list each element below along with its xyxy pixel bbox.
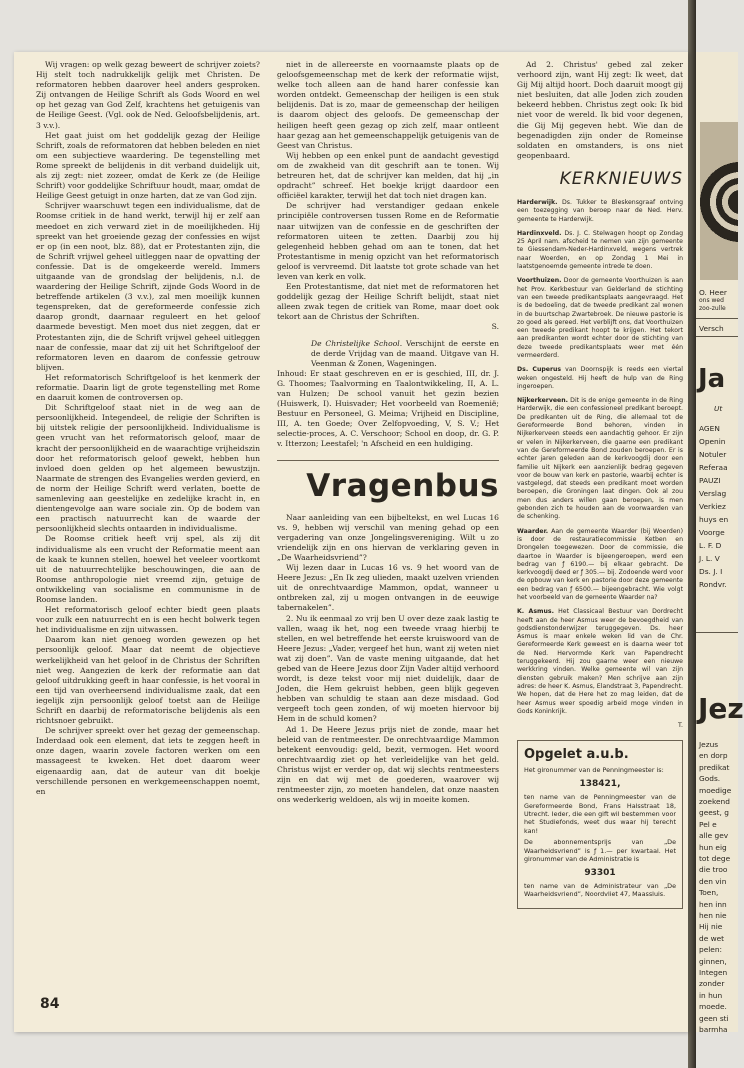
line-fragment: moede. [699,1002,727,1012]
opgelet-line1: Het gironummer van de Penningmeester is: [524,766,664,775]
line-fragment: barmha [699,1025,728,1034]
paragraph: niet in de allereerste en voornaamste plaats op de geloofsgemeenschap met de kerk der reformatie wijst, welke toch alleen aan de hand harer confessie kan worden ontdekt. Gemeenschap der heiligen is een stuk belijdenis. Dat is zo, maar de gemeenschap der heiligen is daarom object des geloofs. De gemeenschap der heiligen heeft geen gezag op zich zelf, maar ontleent haar gezag aan het gemeenschappelijk getuigenis van de Geest van Christus. [277,60,499,150]
line-fragment: geen sti [699,1013,729,1023]
line-fragment: hun eig [699,842,727,852]
line-fragment: Verkiez [699,502,726,511]
news-item-place: Nijkerkerveen. [517,397,568,405]
news-item: Voorthuizen. Door de gemeente Voorthuizen is aan het Prov. Kerkbestuur van Gelderland de stichting van een tweede predikantsplaats aangevraagd. Het is de bedoeling, dat de tweede predikant zal wonen in de buurtschap Zwartebroek. De nieuwe pastorie is zo goed als gereed. Het verblijft ons, dat Voorthuizen een tweede predikant hoopt te krijgen. Het tekort aan predikanten wordt echter door de stichting van deze tweede predikantsplaats weer met één vermeerderd. [517,277,683,359]
line-fragment: Rondvr. [699,580,727,589]
line-fragment: Notuler [699,450,727,459]
line-fragment: huys en [699,515,729,524]
line-fragment: pelen: [699,945,723,955]
news-item-place: Ds. Cuperus [517,366,562,374]
paragraph: Ad 1. De Heere Jezus prijs niet de zonde, maar het beleid van de rentmeester. De onrechtvaardige Mammon betekent eenvoudig: geld, bezit, vermogen. Het woord onrechtvaardig ziet op het verleidelijke van het geld. Christus wijst er verder op, dat wij slechts rentmeesters zijn en dat wij met de goederen, waarover wij rentmeester zijn, zo moeten handelen, dat onze naasten ons wederkerig weldoen, als wij in moeite komen. [277,724,499,805]
news-item: Hardinxveld. Ds. J. C. Stelwagen hoopt op Zondag 25 April nam. afscheid te nemen van zijn gemeente te Giessendam-Neder-Hardinxveld, wegens vertrek naar Woerden, en op Zondag 1 Mei in laatstgenoemde gemeente intrede te doen. [517,229,683,271]
line-fragment: in hun [699,990,723,1000]
news-item-place: Hardinxveld. [517,229,562,237]
news-item: Ds. Cuperus van Doornspijk is reeds een viertal weken ongesteld. Hij heeft de hulp van de Ring ingeroepen. [517,366,683,390]
line-fragment: hen inn [699,899,727,909]
line-fragment: ginnen, [699,956,727,966]
news-item-place: Waarder. [517,527,549,535]
paragraph: Schrijver waarschuwt tegen een individualisme, dat de Roomse critiek in de hand werkt, terwijl hij er zelf aan meedoet en zich verward ziet in de moeilijkheden. Hij spreekt van het groeiende gezag der confessies en wijst er op (in een noot, blz. 88), dat er Protestanten zijn, die de Schrift vrijwel geheel uitleggen naar de opvatting der confessie. Dat is de omgekeerde wereld. Immers uitgaande van de grondslag der belijdenis, n.l. de waardering der Heilige Schrift, zijnde Gods Woord in de betreffende artikelen (3 v.v.), zal men moeilijk kunnen tegenspreken, dat de gereformeerde confessie zich daarop grondt, daarnaar reguleert en het geloof daarmede bevestigt. Men moet dus niet zeggen, dat er Protestanten zijn, die de Schrift vrijwel geheel uitleggen naar de confessie, maar dat zij uit het Schriftgeloof der reformatoren leven en daarom de confessie getrouw blijven. [36,201,260,372]
line-fragment: Hij nie [699,922,723,932]
opgelet-line2: ten name van de Penningmeester van de Gereformeerde Bond, Frans Halsstraat 18, Utrecht. Ieder, die een gift wil bestemmen voor het Studiefonds, weet dus waar hij terecht kan! [524,793,676,835]
line-fragment: Toen, [699,888,719,898]
line-fragment: Pel e [699,819,717,829]
line-fragment: Openin [699,437,726,446]
line-fragment: Verslag [699,489,727,498]
line-fragment: den vin [699,876,727,886]
line-fragment: hen nie [699,911,727,920]
kerknieuws-list [517,199,683,716]
column-middle [277,60,499,1020]
paragraph: Wij hebben op een enkel punt de aandacht gevestigd om de zwakheid van dit geschrift aan te tonen. Wij betreuren het, dat de schrijver kan melden, dat hij „in opdracht” schreef. Het boekje krijgt daardoor een officiëel karakter, terwijl het dat toch niet dragen kan. [277,150,499,201]
paragraph: De Roomse critiek heeft vrij spel, als zij dit individualisme als een vrucht der Reformatie meent aan de kaak te kunnen stellen, hoewel het veeleer voortkomt uit de natuurrechtelijke beschouwingen, die aan de Roomse anthropologie niet vreemd zijn, getuige de ontwikkeling van socialisme en communisme in de Roomse landen. [36,534,260,604]
kerknieuws-signature: T. [677,722,683,730]
news-item: Harderwijk. Ds. Tukker te Bleskensgraaf ontving een toezegging van beroep naar de Ned. Herv. gemeente te Harderwijk. [517,198,683,223]
book-review-continuation [277,60,499,322]
paragraph: Een Protestantisme, dat niet met de reformatoren het goddelijk gezag der Heilige Schrift belijdt, staat niet alleen zwak tegen de critiek van Rome, maar doet ook tekort aan de Christus der Schriften. [277,282,499,322]
caption-fragment-3: zoo-zulle [699,305,726,312]
line-fragment: moedige [699,785,732,795]
caption-fragment-1: O. Heer [699,288,727,297]
line-fragment: AGEN [699,424,720,433]
next-page-edge [696,52,744,1034]
vragenbus-answer-2: Ad 2. Christus' gebed zal zeker verhoord zijn, want Hij zegt: Ik weet, dat Gij Mij altijd hoort. Doch daaruit moogt gij niet besluiten, dat alle Joden zich zouden bekeerd hebben. Christus zegt ook: Ik bid niet voor de wereld. Ik bid voor degenen, die Gij Mij gegeven hebt. Wie dan de begenadigden zijn onder de Romeinse soldaten en omstanders, is ons niet geopenbaard. [517,60,683,160]
divider [696,318,738,319]
divider [696,632,738,633]
book-gutter [688,0,696,1068]
line-fragment: Jezus [699,740,719,749]
kerknieuws-heading: KERKNIEUWS [559,168,683,189]
paragraph: De schrijver had verstandiger gedaan enkele principiële controversen tussen Rome en de Reformatie naar uitwijzen van de confessie en de geschriften der reformatoren uiteen te zetten. Daarbij zou hij gelegenheid hebben gehad om aan te tonen, dat het Protestantisme in menig opzicht van het reformatorisch geloof is vervreemd. Dit laatste tot grote schade van het leven van kerk en volk. [277,201,499,281]
line-fragment: PAUZI [699,476,721,485]
line-fragment: die troo [699,865,728,875]
line-fragment: zonder [699,979,725,989]
column-left [36,60,260,1000]
news-item-place: Voorthuizen. [517,277,562,285]
paragraph: Daarom kan niet genoeg worden gewezen op het persoonlijk geloof. Maar dat neemt de objectieve werkelijkheid van het geloof in de Christus der Schriften niet weg. Aangezien de kerk der reformatie aan dat geloof uitdrukking geeft in haar confessie, is het vooral in een tijd van overheersend individualisme zaak, dat een iegelijk zijn persoonlijk geloof toetst aan de Heilige Schrift en daarbij de reformatorische belijdenis als een richtsnoer gebruikt. [36,635,260,726]
school-content: Inhoud: Er staat geschreven en er is geschied, III, dr. J. G. Thoomes; Taalvorming en Taalontwikkeling, II, A. L. van Hulzen; De school vanuit het gezin bezien (Huiswerk, I). Huisvader; Het voorbeeld van Roemenië; Bestuur en Personeel, G. Meima; Vrijheid en Discipline, III, A. ten Goede; Over Zelfopvoeding, V, S. V.; Het selectie-proces, A. C. Verschoor; School en doop, dr. G. P. v. Itterzon; Leestafel; 'n Afscheid en een huldiging. [277,368,499,449]
school-title: De Christelijke School. [311,338,403,348]
magazine-page [14,52,688,1032]
line-fragment: en dorp [699,751,728,761]
caption-fragment-2: ons wed [699,297,724,304]
line-fragment: alle gev [699,831,729,841]
photo-fragment [700,122,738,280]
divider [696,336,738,337]
subheading-fragment: Ut [714,404,723,413]
paragraph: Naar aanleiding van een bijbeltekst, en wel Lucas 16 vs. 9, hebben wij verschil van mening gehad op een vergadering van onze Jongelingsvereniging. Wilt u zo vriendelijk zijn en ons hiervan de verklaring geven in „De Waarheidsvriend”? [277,512,499,562]
school-text: Verschijnt de eerste en de derde Vrijdag van de maand. Uitgave van H. Veenman & Zonen, Wageningen. [311,338,499,368]
line-fragment: Voorge [699,528,725,537]
news-item-place: K. Asmus. [517,608,554,616]
line-fragment: J. L. V [699,554,720,563]
versch-fragment: Versch [699,324,724,333]
giro-number-1: 138421, [579,778,621,789]
paragraph: Wij vragen: op welk gezag beweert de schrijver zoiets? Hij stelt toch nadrukkelijk gelijk met Christen. De reformatoren hebben daarover heel anders gesproken. Zij ontvangen de Heilige Schrift als Gods Woord en wel op het gezag van God Zelf, krachtens het getuigenis van de Heilige Geest. (Vgl. ook de Ned. Geloofsbelijdenis, art. 3 v.v.). [36,60,260,130]
line-fragment: L. F. D [699,541,722,550]
line-fragment: Integen [699,968,728,977]
opgelet-box [517,740,683,908]
heading-fragment-1: Ja [698,364,726,394]
vragenbus-text [277,513,499,806]
school-notice [277,339,499,450]
opgelet-title: Opgelet a.u.b. [524,747,629,763]
column-right [517,60,683,1000]
paragraph: 2. Nu ik eenmaal zo vrij ben U over deze zaak lastig te vallen, waag ik het, nog een tweede vraag hierbij te stellen, en wel betreffende het eerste kruiswoord van de Heere Jezus: „Vader, vergeef het hun, want zij weten niet wat zij doen”. Van de vaste mening uitgaande, dat het gebed van de Heere Jezus door Zijn Vader altijd verhoord wordt, is deze tekst voor mij niet duidelijk, daar de Joden, die Hem gekruist hebben, geen blijk gegeven hebben van schuldig te staan aan deze misdaad. God vergeeft toch geen zonden, of wij moeten hiervoor bij Hem in de schuld komen? [277,613,499,724]
paragraph: Het reformatorisch Schriftgeloof is het kenmerk der reformatie. Daarin ligt de grote tegenstelling met Rome en daaruit komen de controversen op. [36,372,260,403]
line-fragment: de wet [699,933,725,943]
news-item: Nijkerkerveen. Dit is de enige gemeente in de Ring Harderwijk, die een confessioneel predikant beroept. De predikanten uit de Ring, die allemaal tot de Gereformeerde Bond behoren, vinden in Nijkerkerveen steeds een aandachtig gehoor. Er zijn er velen in Nijkerkerveen, die gaarne een predikant van de Gereformeerde Bond zouden beroepen. Er is echter jaren geleden aan de kerkvoogdij door een familie uit Nijkerk een aanzienlijk bedrag gegeven voor de bouw van kerk en pastorie, waarbij echter is vastgelegd, dat steeds een predikant moet worden beroepen, die Groningen laat dingen. Ook al zou men dus anders willen gaan beroepen, is men gebonden zich te houden aan de voorwaarden van de schenking. [517,397,683,521]
vragenbus-heading: Vragenbus [306,467,499,504]
heading-fragment-2: Jez [698,692,744,725]
news-item: K. Asmus. Het Classicaal Bestuur van Dordrecht heeft aan de heer Asmus weer de bevoegdheid van godsdienstonderwijzer teruggegeven. Ds. heer Asmus is maar enkele weken lid van de Chr. Gereformeerde Kerk geweest en is daarna weer tot de Ned. Hervormde Kerk van Papendrecht teruggekeerd. Hij zou gaarne weer een nieuwe werkkring vinden. Welke gemeente wil van zijn diensten gebruik maken? Men schrijve aan zijn adres: de heer K. Asmus, Elandstraat 3, Papendrecht. We hopen, dat de Here het zo mag leiden, dat de heer Asmus weer spoedig arbeid moge vinden in Gods Koninkrijk. [517,608,683,715]
paragraph: De schrijver spreekt over het gezag der gemeenschap. Inderdaad ook een element, dat iets te zeggen heeft in onze dagen, waarin zovele factoren werken om een massageest te kweken. Het doet daarom weer eigenaardig aan, dat de auteur van dit boekje verschillende personen en werkgemeenschappen noemt, en [36,726,260,796]
paragraph: Wij lezen daar in Lucas 16 vs. 9 het woord van de Heere Jezus: „En Ik zeg ulieden, maakt uzelven vrienden uit de onrechtvaardige Mammon, opdat, wanneer u ontbreken zal, zij u mogen ontvangen in de eeuwige tabernakelen”. [277,563,499,613]
paragraph: Het reformatorisch geloof echter biedt geen plaats voor zulk een natuurrecht en is een hecht bolwerk tegen het individualisme en zijn uitwassen. [36,605,260,635]
paragraph: Dit Schriftgeloof staat niet in de weg aan de persoonlijkheid. Integendeel, de religie der Schriften is bij uitstek religie der persoonlijkheid. Individualisme is geen vrucht van het reformatorisch geloof, maar de kracht der persoonlijkheid en de waarachtige vrijheidszin door het reformatorisch geloof gewekt, hebben hun invloed doen gelden op het algemeen bewustzijn. Naarmate de strengen des Evangelies werden gevierd, en de norm der Heilige Schrift werd verlaten, boette de samenleving aan geestelijke en zedelijke kracht in, en dientengevolge aan ware sociale zin. Op de bodem van een practisch natuurrecht kan de waarde der persoonlijkheid slechts ontaarden in individualisme. [36,403,260,534]
line-fragment: predikat [699,762,730,772]
paragraph: Het gaat juist om het goddelijk gezag der Heilige Schrift, zoals de reformatoren dat hebben beleden en niet om een subjectieve waardering. De tegenstelling met Rome spreekt de belijdenis in dit verband duidelijk uit, als zij zegt: niet zozeer, omdat de Kerk ze (de Heilige Schrift) voor goddelijke Schriftuur houdt, maar, omdat de Heilige Geest getuigt in onze harten, dat ze van God zijn. [36,130,260,201]
opgelet-line3: De abonnementsprijs van „De Waarheidsvriend” is ƒ 1.— per kwartaal. Het gironummer van de Administratie is [524,838,676,864]
giro-number-2: 93301 [584,867,616,878]
page-number: 84 [40,996,60,1012]
line-fragment: zoekend [699,797,730,806]
line-fragment: tot dege [699,854,731,863]
news-item: Waarder. Aan de gemeente Waarder (bij Woerden) is door de restauratiecommissie Ketben en Drongelen toegewezen. Door de commissie, die daartoe in Waarder is bijeengeroepen, werd een bedrag van ƒ 6190.— bij elkaar gebracht. De kerkvoogdij deed er ƒ 305.— bij. Zodoende werd voor de opbouw van kerk en pastorie door deze gemeente een bedrag van ƒ 6500.— bijeengebracht. Wie volgt het voorbeeld van de gemeente Waarder na? [517,527,683,601]
line-fragment: Ds. J. I [699,567,723,576]
news-item-place: Harderwijk. [517,198,558,206]
review-signature: S. [491,322,499,332]
line-fragment: Referaa [699,463,728,472]
divider [277,460,499,461]
line-fragment: Gods. [699,774,721,784]
line-fragment: geest, g [699,808,729,818]
opgelet-line4: ten name van de Administrateur van „De Waarheidsvriend”, Noordvliet 47, Maassluis. [524,881,676,899]
